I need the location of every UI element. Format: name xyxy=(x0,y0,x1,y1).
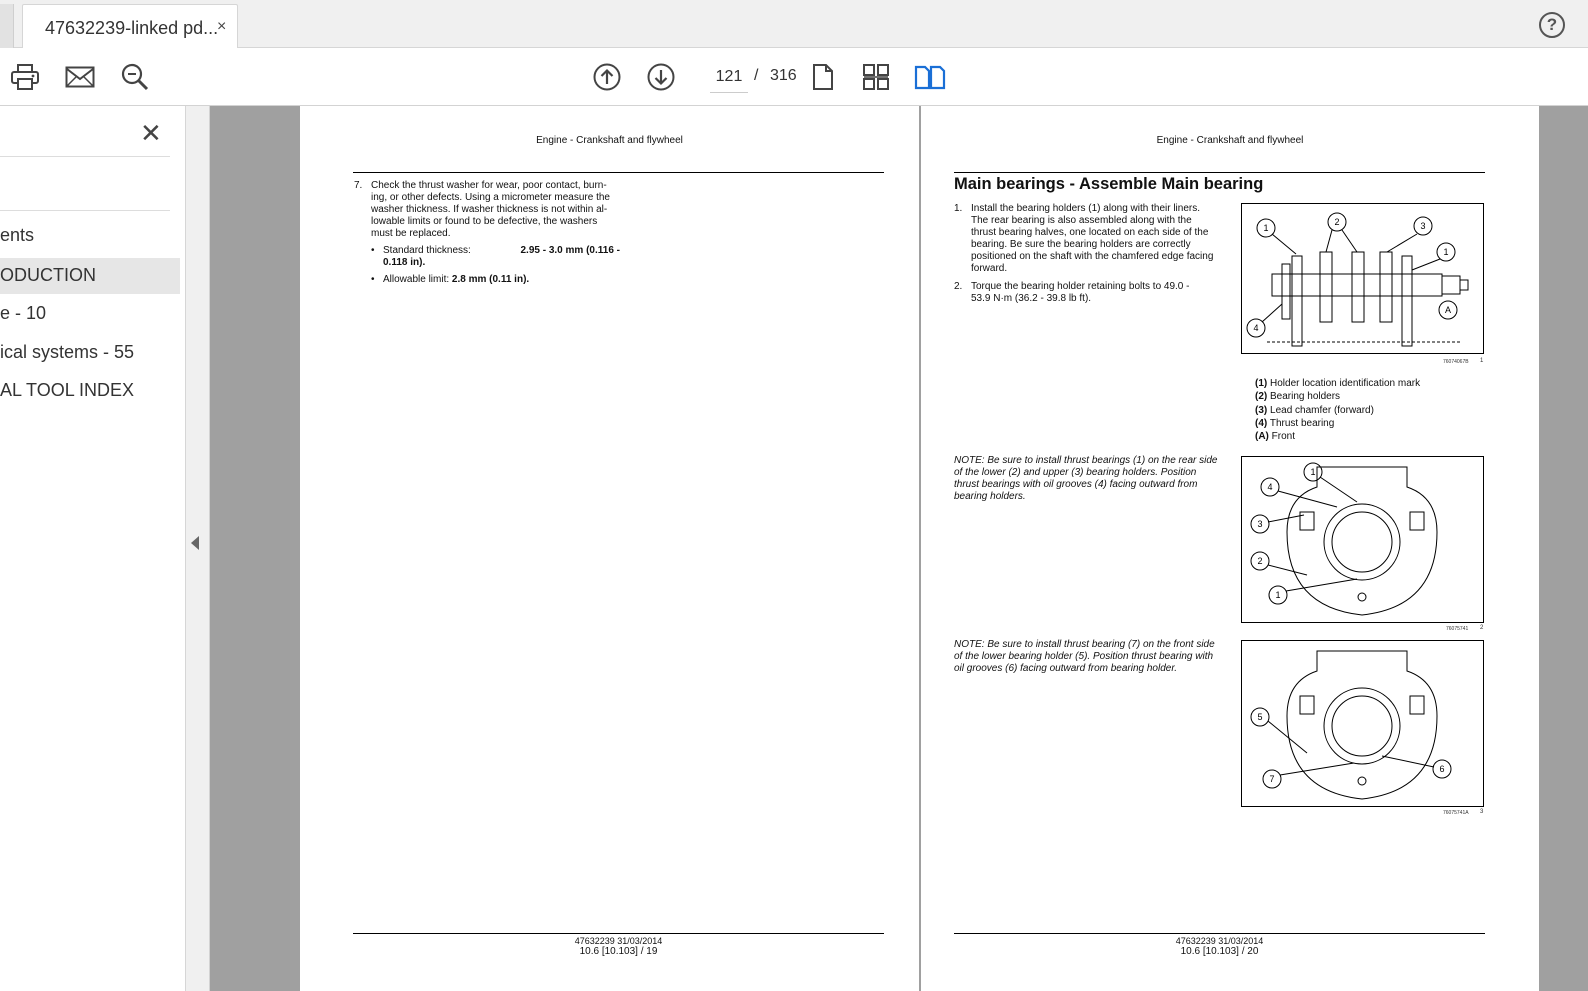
legend-key: (3) xyxy=(1255,405,1268,416)
callout-label: 2 xyxy=(1334,217,1340,227)
text-line: Install the bearing holders (1) along with their liners. xyxy=(971,203,1201,214)
text-line: must be replaced. xyxy=(371,228,451,239)
legend-item xyxy=(1255,405,1374,416)
sidebar-item-special-tool-index[interactable]: AL TOOL INDEX xyxy=(0,380,135,400)
page-total: 316 xyxy=(770,67,797,84)
figure-id: 76074067B xyxy=(1443,359,1469,365)
next-page-icon[interactable] xyxy=(644,60,678,94)
print-icon[interactable] xyxy=(8,60,42,94)
legend-item xyxy=(1255,378,1420,389)
bookmarks-sidebar xyxy=(0,106,186,991)
bullet-dot: • xyxy=(371,274,375,285)
step-2-text xyxy=(971,281,1220,305)
bullet-dot: • xyxy=(371,245,375,256)
callout-label: 3 xyxy=(1420,221,1426,231)
sidebar-item-contents[interactable]: ents xyxy=(0,225,35,245)
step-number: 1. xyxy=(954,203,963,214)
text-line: Check the thrust washer for wear, poor contact, burn- xyxy=(371,180,607,191)
legend-key: (A) xyxy=(1255,431,1269,442)
collapse-arrow-icon xyxy=(191,536,199,550)
zoom-search-icon[interactable] xyxy=(118,60,152,94)
legend-key: (1) xyxy=(1255,378,1268,389)
callout-label: 1 xyxy=(1275,590,1281,600)
sidebar-close-icon[interactable]: ✕ xyxy=(140,118,162,148)
page-number-input[interactable] xyxy=(710,61,748,93)
sidebar-item-electrical-systems[interactable]: ical systems - 55 xyxy=(0,342,135,362)
callout-label: A xyxy=(1444,305,1452,315)
document-viewport[interactable] xyxy=(186,106,1588,991)
legend-text: Lead chamfer (forward) xyxy=(1267,405,1374,416)
note-thrust-bearings xyxy=(954,455,1220,503)
step-number: 7. xyxy=(354,180,363,191)
sidebar-collapse-handle[interactable] xyxy=(186,106,210,991)
footer-rule xyxy=(353,933,884,934)
callout-label: 2 xyxy=(1257,556,1263,566)
single-page-view-icon[interactable] xyxy=(806,60,840,94)
tab-close-icon[interactable]: × xyxy=(217,18,227,35)
callout-label: 7 xyxy=(1269,774,1275,784)
pdf-page-19 xyxy=(300,106,919,991)
step-1-text xyxy=(971,203,1220,275)
figure-number: 3 xyxy=(1480,809,1484,815)
text-line: bearing holders. xyxy=(954,491,1026,502)
callout-label: 4 xyxy=(1267,482,1273,492)
text-line: positioned on the shaft with the chamfered edge facing xyxy=(971,251,1214,262)
bearing-holder-front-drawing xyxy=(1242,641,1485,808)
footer-doc-date: 47632239 31/03/2014 xyxy=(1175,936,1264,946)
previous-page-icon[interactable] xyxy=(590,60,624,94)
running-header: Engine - Crankshaft and flywheel xyxy=(536,135,683,146)
sidebar-item-engine[interactable]: e - 10 xyxy=(0,303,47,323)
legend-text: Bearing holders xyxy=(1267,391,1341,402)
bullet-value: 2.8 mm (0.11 in). xyxy=(451,274,530,285)
legend-item xyxy=(1255,418,1334,429)
text-line: lowable limits or found to be defective, the washers xyxy=(371,216,598,227)
crankshaft-drawing xyxy=(1242,204,1485,355)
legend-text: Holder location identification mark xyxy=(1267,378,1421,389)
bullet-cont: 0.118 in). xyxy=(383,257,426,268)
note-front-thrust-bearing xyxy=(954,639,1220,675)
tab-bar xyxy=(0,0,1588,48)
legend-key: (2) xyxy=(1255,391,1268,402)
figure-id: 76075741A xyxy=(1443,810,1469,816)
callout-label: 3 xyxy=(1257,519,1263,529)
bullet-value: 2.95 - 3.0 mm (0.116 - xyxy=(520,245,620,256)
text-line: oil grooves (6) facing outward from bearing holder. xyxy=(954,663,1178,674)
text-line: washer thickness. If washer thickness is not within al- xyxy=(371,204,608,215)
text-line: of the lower (2) and upper (3) bearing holders. Position xyxy=(954,467,1197,478)
bullet-lead: Standard thickness: xyxy=(383,245,471,256)
text-line: thrust bearings with oil grooves (4) facing outward from xyxy=(954,479,1198,490)
bullet-allowable-limit xyxy=(383,274,529,286)
text-line: NOTE: Be sure to install thrust bearing (7) on the front side xyxy=(954,639,1215,650)
figure-bearing-holder-front xyxy=(1241,640,1484,807)
sidebar-item-introduction[interactable]: ODUCTION xyxy=(0,258,180,294)
figure-number: 1 xyxy=(1480,358,1484,364)
callout-label: 1 xyxy=(1443,247,1449,257)
legend-key: (4) xyxy=(1255,418,1268,429)
header-rule xyxy=(954,172,1485,173)
text-line: bearing. Be sure the bearing holders are correctly xyxy=(971,239,1191,250)
toolbar xyxy=(0,48,1588,106)
footer-rule xyxy=(954,933,1485,934)
two-page-view-icon[interactable] xyxy=(913,60,947,94)
figure-id: 76075741 xyxy=(1446,626,1469,632)
text-line: of the lower bearing holder (5). Position thrust bearing with xyxy=(954,651,1214,662)
sidebar-divider xyxy=(0,210,170,211)
legend-text: Front xyxy=(1268,431,1296,442)
callout-label: 5 xyxy=(1257,712,1263,722)
previous-tab-stub[interactable] xyxy=(0,4,14,48)
text-line: ing, or other defects. Using a micrometer measure the xyxy=(371,192,610,203)
text-line: Torque the bearing holder retaining bolts to 49.0 - xyxy=(971,281,1190,292)
fit-width-view-icon[interactable] xyxy=(859,60,893,94)
text-line: The rear bearing is also assembled along with the xyxy=(971,215,1192,226)
running-header: Engine - Crankshaft and flywheel xyxy=(1156,135,1304,146)
step-7-text xyxy=(371,180,620,240)
header-rule xyxy=(353,172,884,173)
document-tab[interactable] xyxy=(22,4,238,49)
legend-item xyxy=(1255,431,1295,442)
callout-label: 4 xyxy=(1253,323,1259,333)
callout-label: 6 xyxy=(1439,764,1445,774)
text-line: 53.9 N·m (36.2 - 39.8 lb ft). xyxy=(971,293,1092,304)
footer-doc-date: 47632239 31/03/2014 xyxy=(574,936,663,946)
help-icon[interactable]: ? xyxy=(1539,12,1565,38)
callout-label: 1 xyxy=(1263,223,1269,233)
text-line: NOTE: Be sure to install thrust bearings (1) on the rear side xyxy=(954,455,1218,466)
figure-crankshaft xyxy=(1241,203,1484,354)
figure-number: 2 xyxy=(1480,625,1484,631)
page-separator: / xyxy=(754,67,759,84)
step-number: 2. xyxy=(954,281,963,292)
email-icon[interactable] xyxy=(63,60,97,94)
bullet-lead: Allowable limit: xyxy=(383,274,452,285)
legend-text: Thrust bearing xyxy=(1267,418,1335,429)
callout-label: 1 xyxy=(1310,467,1316,477)
text-line: forward. xyxy=(971,263,1008,274)
figure-bearing-holder-rear xyxy=(1241,456,1484,623)
text-line: thrust bearing halves, one located on each side of the xyxy=(971,227,1209,238)
tab-title: 47632239-linked pd... xyxy=(45,18,219,38)
pdf-page-20 xyxy=(921,106,1539,991)
legend-item xyxy=(1255,391,1340,402)
bearing-holder-drawing xyxy=(1242,457,1485,624)
section-title: Main bearings - Assemble Main bearing xyxy=(954,175,1264,193)
footer-page-ref: 10.6 [10.103] / 19 xyxy=(579,946,658,957)
sidebar-divider xyxy=(0,156,170,157)
footer-page-ref: 10.6 [10.103] / 20 xyxy=(1180,946,1259,957)
bullet-standard-thickness xyxy=(383,245,620,269)
